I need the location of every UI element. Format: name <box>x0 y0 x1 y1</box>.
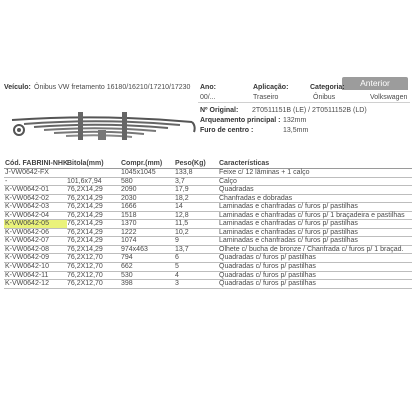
table-row[interactable] <box>4 229 412 238</box>
cell-codigo: K-VW0642-11 <box>5 271 49 279</box>
cell-codigo: J-VW0642-FX <box>5 169 49 176</box>
cell-bitola: 76,2X12,70 <box>67 263 103 271</box>
aplicacao-value: Traseiro <box>253 94 279 101</box>
categoria-value: Ônibus <box>313 94 336 101</box>
cell-comprimento: 398 <box>121 280 133 288</box>
cell-comprimento: 1074 <box>121 237 137 245</box>
cell-peso: 14 <box>175 203 183 211</box>
table-row[interactable] <box>4 186 412 195</box>
cell-comprimento: 530 <box>121 271 133 279</box>
cell-peso: 18,2 <box>175 194 189 202</box>
furo-label: Furo de centro : <box>200 127 254 134</box>
cell-comprimento: 1666 <box>121 203 137 211</box>
arqueamento-value: 132mm <box>283 117 307 124</box>
table-row[interactable] <box>4 220 412 229</box>
cell-peso: 133,8 <box>175 169 193 176</box>
cell-comprimento: 794 <box>121 254 133 262</box>
cell-peso: 13,7 <box>175 245 189 253</box>
cell-caracteristicas: Feixe c/ 12 lâminas + 1 calço <box>219 169 310 176</box>
cell-codigo: K-VW0642-02 <box>5 194 49 202</box>
cell-bitola <box>67 169 121 177</box>
cell-peso: 11,5 <box>175 220 189 228</box>
cell-caracteristicas: Laminadas e chanfradas c/ furos p/ pastilhas <box>219 237 358 245</box>
cell-caracteristicas: Quadradas c/ furos p/ pastilhas <box>219 280 316 288</box>
cell-codigo: K-VW0642-09 <box>5 254 49 262</box>
cell-caracteristicas: Quadradas <box>219 186 254 194</box>
cell-peso: 17,9 <box>175 186 189 194</box>
original-value: 2T0511151B (LE) / 2T0511152B (LD) <box>252 107 367 114</box>
table-row[interactable] <box>4 212 412 221</box>
cell-bitola: 76,2X14,29 <box>67 211 103 219</box>
header-peso: Peso(Kg) <box>175 160 206 167</box>
cell-caracteristicas: Laminadas e chanfradas c/ furos p/ pastilhas <box>219 203 358 211</box>
cell-comprimento: 662 <box>121 263 133 271</box>
original-label: Nº Original: <box>200 107 239 114</box>
cell-caracteristicas: Calço <box>219 177 237 185</box>
cell-caracteristicas: Chanfradas e dobradas <box>219 194 293 202</box>
table-row[interactable] <box>4 246 412 255</box>
categoria-label: Categoria: <box>310 84 345 91</box>
table-row[interactable] <box>4 203 412 212</box>
cell-bitola: 76,2X14,29 <box>67 228 103 236</box>
cell-codigo: - <box>5 177 8 185</box>
cell-comprimento: 2030 <box>121 194 137 202</box>
cell-caracteristicas: Laminadas e chanfradas c/ furos p/ pastilhas <box>219 220 358 228</box>
cell-codigo: K-VW0642-10 <box>5 263 49 271</box>
cell-codigo: K-VW0642-03 <box>5 203 49 211</box>
cell-bitola: 76,2X14,29 <box>67 194 103 202</box>
veiculo-label: Veículo: <box>4 84 31 91</box>
table-row[interactable] <box>4 178 412 187</box>
cell-peso: 6 <box>175 254 179 262</box>
cell-caracteristicas: Quadradas c/ furos p/ pastilhas <box>219 254 316 262</box>
cell-comprimento: 1518 <box>121 211 137 219</box>
header-codigo: Cód. FABRINI-NHK <box>5 160 68 167</box>
cell-comprimento: 580 <box>121 177 133 185</box>
cell-codigo: K-VW0642-06 <box>5 228 49 236</box>
cell-bitola: 76,2X14,29 <box>67 220 103 228</box>
cell-codigo: K-VW0642-07 <box>5 237 49 245</box>
cell-codigo: K-VW0642-08 <box>5 245 49 253</box>
table-row[interactable] <box>4 195 412 204</box>
furo-value: 13,5mm <box>283 127 309 134</box>
cell-bitola: 76,2X14,29 <box>67 245 103 253</box>
ano-value: 00/... <box>200 94 216 101</box>
cell-codigo: K-VW0642-01 <box>5 186 49 194</box>
veiculo-value: Ônibus VW fretamento 16180/16210/17210/17230 <box>34 84 191 91</box>
marca-value: Volkswagen <box>370 94 408 101</box>
header-caracteristicas: Características <box>219 160 270 167</box>
cell-caracteristicas: Olhete c/ bucha de bronze / Chanfrada c/ furos p/ 1 braçad. <box>219 245 404 253</box>
cell-peso: 12,8 <box>175 211 189 219</box>
cell-comprimento: 974x463 <box>121 245 148 253</box>
cell-codigo: K-VW0642-05 <box>4 220 67 228</box>
cell-bitola: 76,2X14,29 <box>67 186 103 194</box>
cell-peso: 10,2 <box>175 228 189 236</box>
header-comprimento: Compr.(mm) <box>121 160 163 167</box>
aplicacao-label: Aplicação: <box>253 84 289 91</box>
cell-peso: 5 <box>175 263 179 271</box>
cell-bitola: 76,2X12,70 <box>67 254 103 262</box>
table-header <box>4 159 412 169</box>
cell-comprimento: 1045x1045 <box>121 169 156 176</box>
cell-bitola: 76,2X14,29 <box>67 237 103 245</box>
table-row[interactable] <box>4 254 412 263</box>
cell-caracteristicas: Laminadas e chanfradas c/ furos p/ pastilhas <box>219 228 358 236</box>
cell-peso: 3,7 <box>175 177 185 185</box>
table-row[interactable] <box>4 280 412 289</box>
cell-caracteristicas: Quadradas c/ furos p/ pastilhas <box>219 271 316 279</box>
cell-comprimento: 1370 <box>121 220 137 228</box>
cell-bitola: 101,6x7,94 <box>67 177 102 185</box>
cell-peso: 9 <box>175 237 179 245</box>
table-row[interactable] <box>4 237 412 246</box>
parts-table <box>4 159 412 289</box>
cell-comprimento: 2090 <box>121 186 137 194</box>
cell-bitola: 76,2X12,70 <box>67 280 103 288</box>
anterior-button[interactable]: Anterior <box>342 77 408 90</box>
leaf-spring-image <box>8 100 196 144</box>
cell-bitola: 76,2X12,70 <box>67 271 103 279</box>
cell-caracteristicas: Quadradas c/ furos p/ pastilhas <box>219 263 316 271</box>
cell-caracteristicas: Laminadas e chanfradas c/ furos p/ 1 braçadeira e pastilhas <box>219 211 405 219</box>
cell-peso: 4 <box>175 271 179 279</box>
table-row[interactable] <box>4 169 412 178</box>
table-row[interactable] <box>4 272 412 281</box>
cell-codigo: K-VW0642-04 <box>5 211 49 219</box>
ano-label: Ano: <box>200 84 216 91</box>
cell-codigo: K-VW0642-12 <box>5 280 49 288</box>
cell-bitola: 76,2X14,29 <box>67 203 103 211</box>
info-divider <box>198 102 410 103</box>
cell-comprimento: 1222 <box>121 228 137 236</box>
table-row[interactable] <box>4 263 412 272</box>
header-bitola: Bitola(mm) <box>67 160 104 167</box>
cell-peso: 3 <box>175 280 179 288</box>
arqueamento-label: Arqueamento principal : <box>200 117 281 124</box>
